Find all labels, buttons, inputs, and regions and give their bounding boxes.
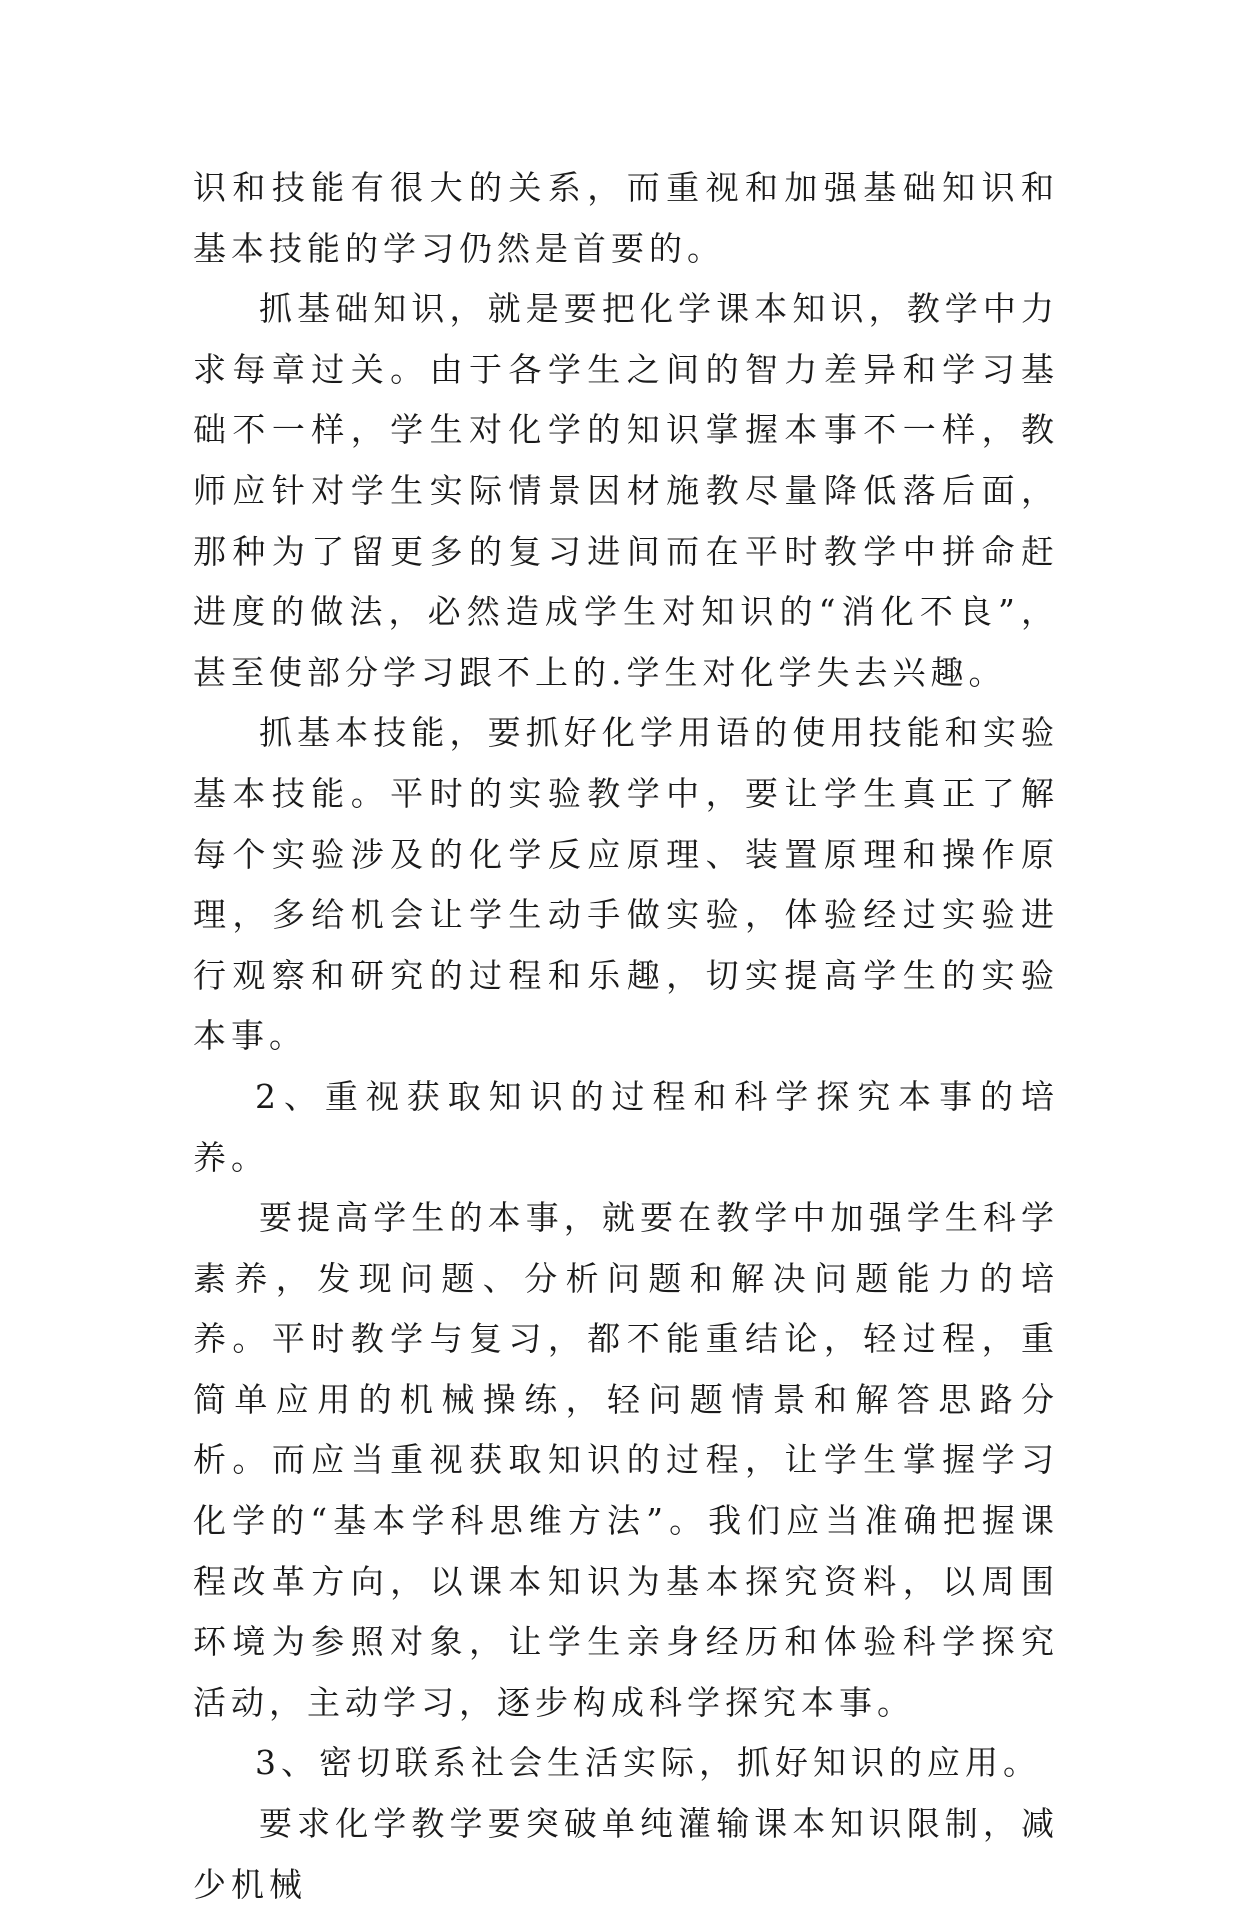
paragraph-inquiry-ability: 要提高学生的本事，就要在教学中加强学生科学素养，发现问题、分析问题和解决问题能力的培养。平时教学与复习，都不能重结论，轻过程，重简单应用的机械操练，轻问题情景和解答思路分析。而应当重视获取知识的过程，让学生掌握学习化学的“基本学科思维方法”。我们应当准确把握课程改革方向，以课本知识为基本探究资料，以周围环境为参照对象，让学生亲身经历和体验科学探究活动，主动学习，逐步构成科学探究本事。 <box>193 1198 1059 1722</box>
section-heading-2: 2、重视获取知识的过程和科学探究本事的培养。 <box>193 1076 1059 1177</box>
paragraph-basic-knowledge: 抓基础知识，就是要把化学课本知识，教学中力求每章过关。由于各学生之间的智力差异和学习基础不一样，学生对化学的知识掌握本事不一样，教师应针对学生实际情景因材施教尽量降低落后面，那种为了留更多的复习进间而在平时教学中拼命赶进度的做法，必然造成学生对知识的“消化不良”，甚至使部分学习跟不上的.学生对化学失去兴趣。 <box>193 289 1059 692</box>
paragraph-application: 要求化学教学要突破单纯灌输课本知识限制，减少机械 <box>193 1804 1059 1904</box>
paragraph-basic-skills: 抓基本技能，要抓好化学用语的使用技能和实验基本技能。平时的实验教学中，要让学生真正了解每个实验涉及的化学反应原理、装置原理和操作原理，多给机会让学生动手做实验，体验经过实验进行观察和研究的过程和乐趣，切实提高学生的实验本事。 <box>193 713 1059 1056</box>
paragraph-continuation: 识和技能有很大的关系，而重视和加强基础知识和基本技能的学习仍然是首要的。 <box>193 168 1059 268</box>
section-heading-3: 3、密切联系社会生活实际，抓好知识的应用。 <box>255 1743 1041 1783</box>
document-body <box>193 158 1059 1915</box>
